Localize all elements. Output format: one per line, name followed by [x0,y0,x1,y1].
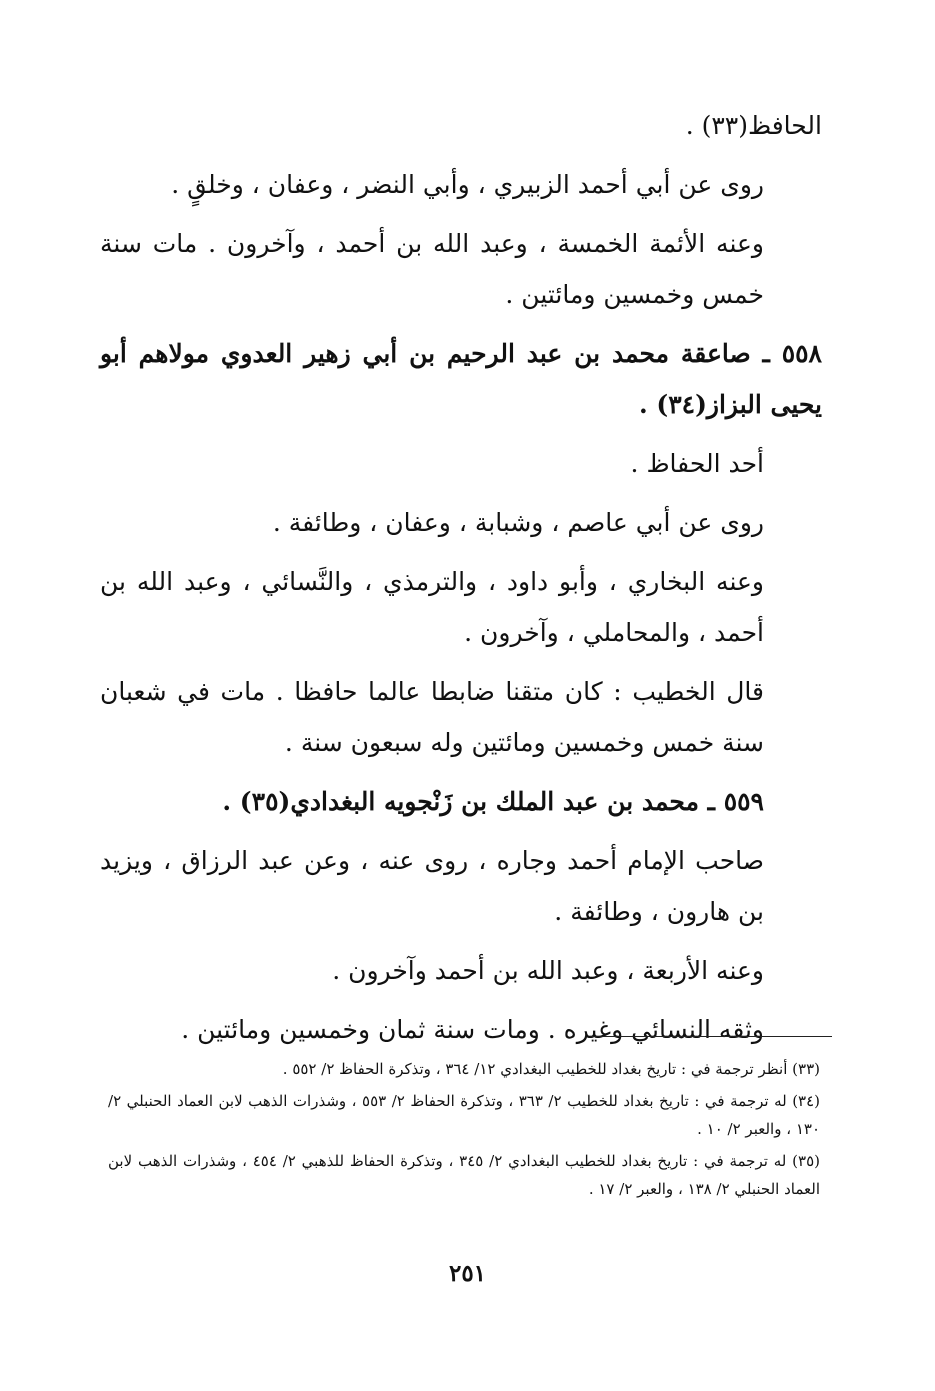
paragraph: روى عن أبي أحمد الزبيري ، وأبي النضر ، وعفان ، وخلقٍ . [171,170,764,199]
footnotes [108,1055,820,1207]
main-text [100,100,822,1063]
footnote-35: (٣٥) له ترجمة في : تاريخ بغداد للخطيب البغدادي ٢/ ٣٤٥ ، وتذكرة الحفاظ للذهبي ٢/ ٤٥٤ ، وشذرات الذهب لابن العماد الحنبلي ٢/ ١٣٨ ، والعبر ٢/ ١٧ . [108,1152,820,1198]
paragraph: صاحب الإمام أحمد وجاره ، روى عنه ، وعن عبد الرزاق ، ويزيد بن هارون ، وطائفة . [100,846,764,926]
paragraph: وعنه الأئمة الخمسة ، وعبد الله بن أحمد ، وآخرون . مات سنة خمس وخمسين ومائتين . [100,229,764,309]
paragraph: وعنه البخاري ، وأبو داود ، والترمذي ، والنَّسائي ، وعبد الله بن أحمد ، والمحاملي ، وآخرون . [100,567,764,647]
paragraph: أحد الحفاظ . [630,449,764,478]
paragraph: روى عن أبي عاصم ، وشبابة ، وعفان ، وطائفة . [272,508,764,537]
footnote-33: (٣٣) أنظر ترجمة في : تاريخ بغداد للخطيب البغدادي ١٢/ ٣٦٤ ، وتذكرة الحفاظ ٢/ ٥٥٢ . [282,1060,820,1078]
footnote-34: (٣٤) له ترجمة في : تاريخ بغداد للخطيب ٢/ ٣٦٣ ، وتذكرة الحفاظ ٢/ ٥٥٣ ، وشذرات الذهب لابن العماد الحنبلي ٢/ ١٣٠ ، والعبر ٢/ ١٠ . [108,1092,821,1138]
paragraph: قال الخطيب : كان متقنا ضابطا عالما حافظا . مات في شعبان سنة خمس وخمسين ومائتين وله سبعون سنة . [100,677,764,757]
biography-entry-558: ٥٥٨ ـ صاعقة محمد بن عبد الرحيم بن أبي زهير العدوي مولاهم أبو يحيى البزاز(٣٤) . [100,339,822,419]
paragraph: وثقه النسائي وغيره . ومات سنة ثمان وخمسين ومائتين . [181,1015,764,1044]
footnote-divider [590,1036,832,1037]
paragraph: وعنه الأربعة ، وعبد الله بن أحمد وآخرون . [332,956,764,985]
page-number: ٢٥١ [448,1260,487,1287]
biography-entry-559: ٥٥٩ ـ محمد بن عبد الملك بن زَنْجويه البغدادي(٣٥) . [222,787,764,816]
paragraph-continuation: الحافظ(٣٣) . [685,111,822,140]
